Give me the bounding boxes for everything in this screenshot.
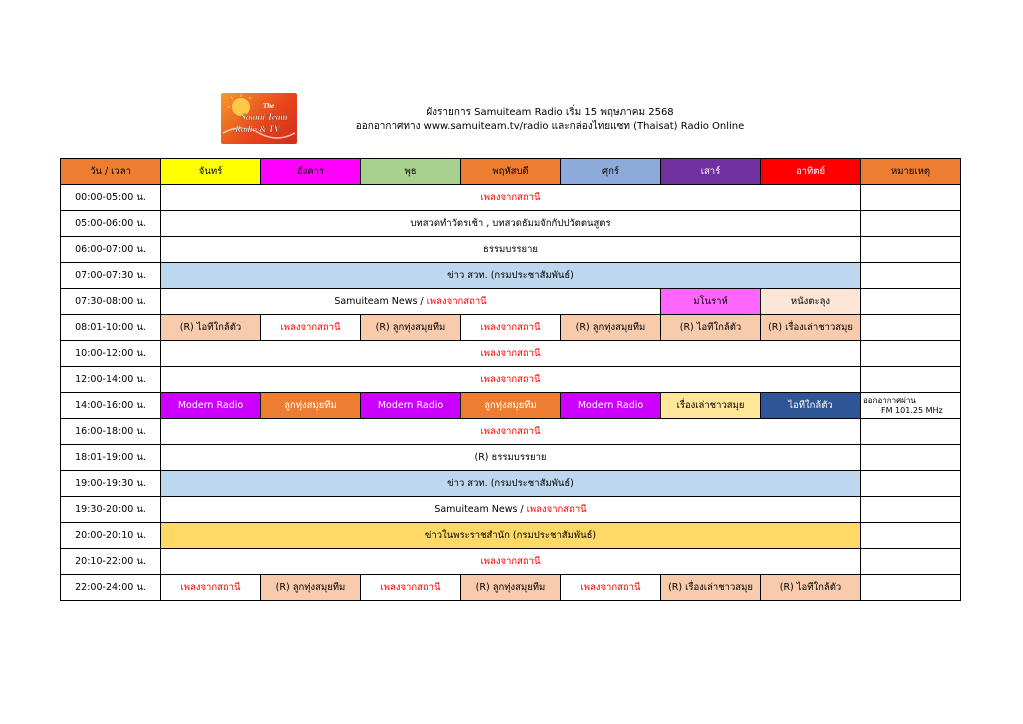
header-tuesday: อังคาร (261, 159, 361, 185)
sun-icon (221, 93, 297, 144)
remark-cell (861, 315, 961, 341)
program-cell: หนังตะลุง (761, 289, 861, 315)
program-cell: เพลงจากสถานี (561, 575, 661, 601)
program-cell: (R) ลูกทุ่งสมุยทีม (361, 315, 461, 341)
program-cell: เพลงจากสถานี (161, 419, 861, 445)
program-cell: ธรรมบรรยาย (161, 237, 861, 263)
program-cell: (R) ไอทีใกล้ตัว (161, 315, 261, 341)
remark-cell (861, 341, 961, 367)
program-cell: (R) ไอทีใกล้ตัว (661, 315, 761, 341)
program-cell: Modern Radio (561, 393, 661, 419)
table-row (61, 315, 961, 341)
program-cell: (R) เรื่องเล่าชาวสมุย (661, 575, 761, 601)
program-cell: เพลงจากสถานี (161, 549, 861, 575)
time-cell: 00:00-05:00 น. (61, 185, 161, 211)
header-saturday: เสาร์ (661, 159, 761, 185)
samuiteam-news-label: Samuiteam News / (434, 504, 524, 515)
program-cell (161, 289, 661, 315)
remark-cell (861, 471, 961, 497)
time-cell: 20:00-20:10 น. (61, 523, 161, 549)
table-row (61, 263, 961, 289)
header-wednesday: พุธ (361, 159, 461, 185)
page-header (300, 106, 800, 134)
time-cell: 19:30-20:00 น. (61, 497, 161, 523)
program-cell: ข่าว สวท. (กรมประชาสัมพันธ์) (161, 471, 861, 497)
header-friday: ศุกร์ (561, 159, 661, 185)
station-music-label: เพลงจากสถานี (426, 296, 487, 307)
remark-cell (861, 575, 961, 601)
table-row (61, 549, 961, 575)
header-sunday: อาทิตย์ (761, 159, 861, 185)
logo-text-samui-team: Samui Team (241, 112, 288, 122)
time-cell: 16:00-18:00 น. (61, 419, 161, 445)
remark-cell (861, 523, 961, 549)
remark-cell (861, 393, 961, 419)
table-header-row (61, 159, 961, 185)
program-cell: เพลงจากสถานี (461, 315, 561, 341)
header-thursday: พฤหัสบดี (461, 159, 561, 185)
program-cell: (R) ลูกทุ่งสมุยทีม (261, 575, 361, 601)
schedule-table (60, 158, 961, 601)
table-row (61, 237, 961, 263)
table-row (61, 367, 961, 393)
remark-cell (861, 419, 961, 445)
program-cell: (R) เรื่องเล่าชาวสมุย (761, 315, 861, 341)
program-cell: ข่าว สวท. (กรมประชาสัมพันธ์) (161, 263, 861, 289)
time-cell: 06:00-07:00 น. (61, 237, 161, 263)
remark-cell (861, 497, 961, 523)
program-cell: เพลงจากสถานี (361, 575, 461, 601)
header-remarks: หมายเหตุ (861, 159, 961, 185)
time-cell: 18:01-19:00 น. (61, 445, 161, 471)
program-cell: เรื่องเล่าชาวสมุย (661, 393, 761, 419)
program-cell: (R) ไอทีใกล้ตัว (761, 575, 861, 601)
program-cell (161, 497, 861, 523)
logo-text-radio-tv: Radio & TV (235, 124, 281, 134)
table-row (61, 471, 961, 497)
program-cell: เพลงจากสถานี (261, 315, 361, 341)
program-cell: มโนราห์ (661, 289, 761, 315)
table-row (61, 523, 961, 549)
program-cell: ลูกทุ่งสมุยทีม (461, 393, 561, 419)
time-cell: 22:00-24:00 น. (61, 575, 161, 601)
time-cell: 12:00-14:00 น. (61, 367, 161, 393)
table-row (61, 393, 961, 419)
table-row (61, 341, 961, 367)
remark-cell (861, 445, 961, 471)
program-cell: ลูกทุ่งสมุยทีม (261, 393, 361, 419)
program-cell: เพลงจากสถานี (161, 367, 861, 393)
station-logo (221, 93, 297, 144)
table-row (61, 575, 961, 601)
table-row (61, 211, 961, 237)
time-cell: 10:00-12:00 น. (61, 341, 161, 367)
time-cell: 14:00-16:00 น. (61, 393, 161, 419)
table-row (61, 497, 961, 523)
program-cell: Modern Radio (161, 393, 261, 419)
remark-cell (861, 549, 961, 575)
time-cell: 20:10-22:00 น. (61, 549, 161, 575)
table-row (61, 445, 961, 471)
remark-cell (861, 237, 961, 263)
table-row (61, 289, 961, 315)
table-row (61, 419, 961, 445)
remark-cell (861, 263, 961, 289)
program-cell: ข่าวในพระราชสำนัก (กรมประชาสัมพันธ์) (161, 523, 861, 549)
program-cell: (R) ลูกทุ่งสมุยทีม (461, 575, 561, 601)
table-row (61, 185, 961, 211)
program-cell: เพลงจากสถานี (161, 575, 261, 601)
header-day-time: วัน / เวลา (61, 159, 161, 185)
remark-cell (861, 367, 961, 393)
header-subtitle: ออกอากาศทาง www.samuiteam.tv/radio และกล่องไทยแซท (Thaisat) Radio Online (355, 121, 745, 132)
program-cell: เพลงจากสถานี (161, 341, 861, 367)
time-cell: 08:01-10:00 น. (61, 315, 161, 341)
samuiteam-news-label: Samuiteam News / (334, 296, 424, 307)
time-cell: 19:00-19:30 น. (61, 471, 161, 497)
program-cell: เพลงจากสถานี (161, 185, 861, 211)
note-line-1: ออกอากาศผ่าน (863, 395, 916, 405)
program-cell: (R) ธรรมบรรยาย (161, 445, 861, 471)
time-cell: 05:00-06:00 น. (61, 211, 161, 237)
remark-cell (861, 185, 961, 211)
header-title: ผังรายการ Samuiteam Radio เริ่ม 15 พฤษภาคม 2568 (426, 107, 674, 118)
program-cell: Modern Radio (361, 393, 461, 419)
remark-cell (861, 289, 961, 315)
remark-cell (861, 211, 961, 237)
program-cell: ไอทีใกล้ตัว (761, 393, 861, 419)
header-monday: จันทร์ (161, 159, 261, 185)
program-cell: (R) ลูกทุ่งสมุยทีม (561, 315, 661, 341)
logo-text-the: The (263, 102, 275, 110)
time-cell: 07:00-07:30 น. (61, 263, 161, 289)
program-cell: บทสวดทำวัตรเช้า , บทสวดธัมมจักกัปปวัตตนสูตร (161, 211, 861, 237)
note-line-2: FM 101.25 MHz (881, 405, 943, 415)
station-music-label: เพลงจากสถานี (526, 504, 587, 515)
time-cell: 07:30-08:00 น. (61, 289, 161, 315)
